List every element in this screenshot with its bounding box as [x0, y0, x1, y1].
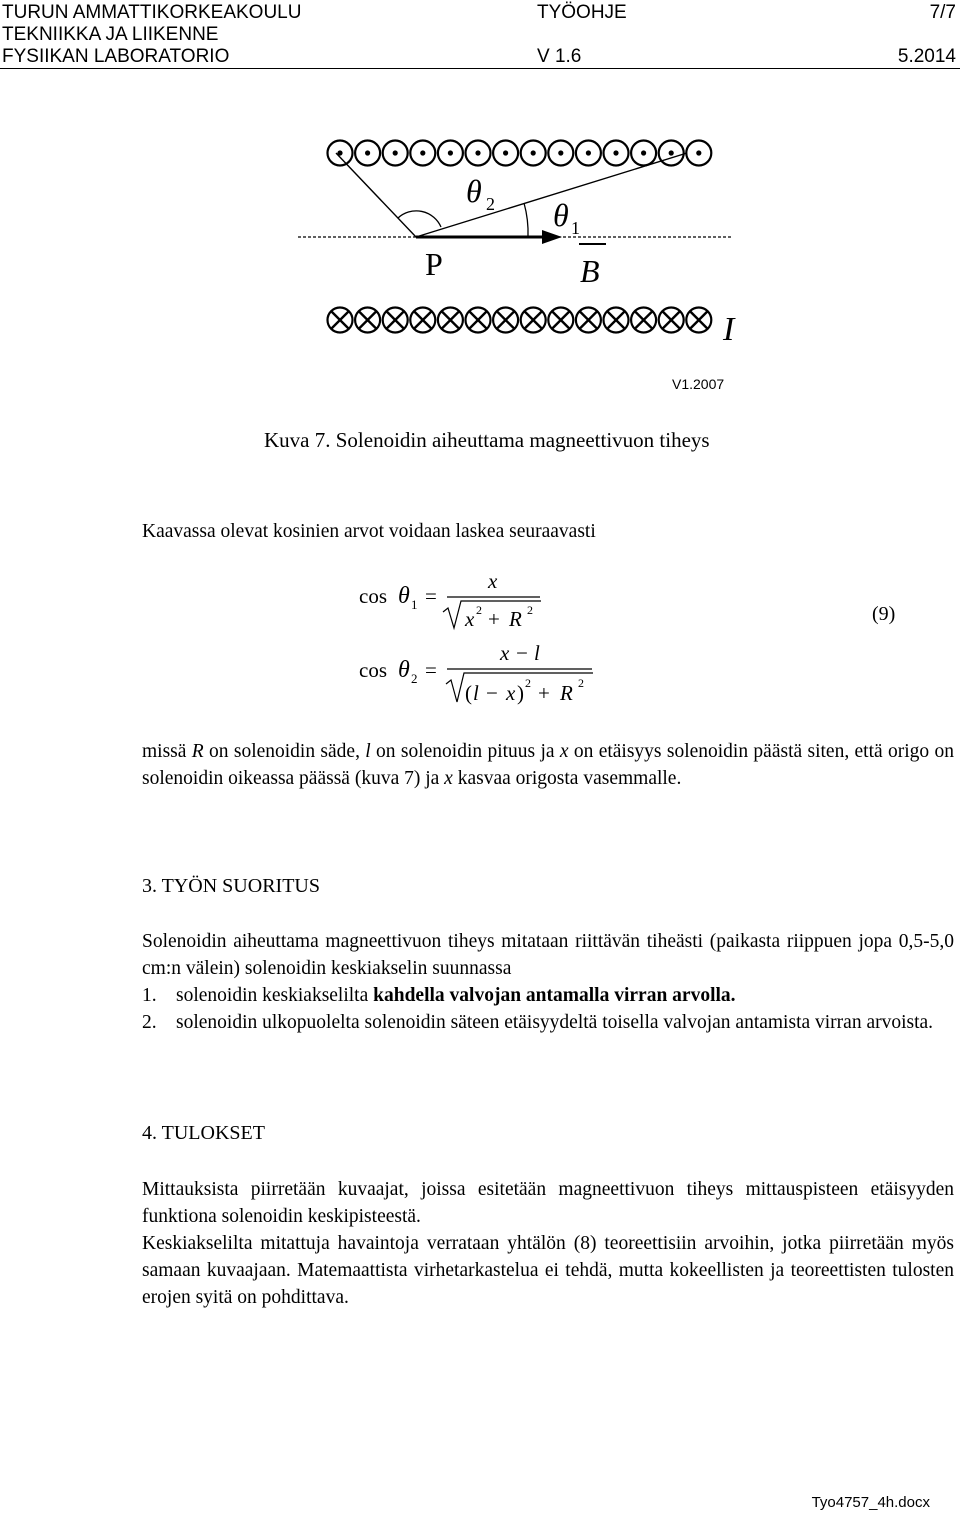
eq2-den-close: ) [517, 681, 524, 705]
results-paragraph-2: Keskiakselilta mitattuja havaintoja verrataan yhtälön (8) teoreettisiin arvoihin, jotka piirretään myös samaan kuvaajaan. Matemaattista virhetarkastelua ei tehdä, mutta kokeellisten ja teoreettisten tulosten erojen syitä on pohdittava. [142, 1233, 954, 1308]
procedure-item-text: solenoidin keskiakselilta [176, 985, 374, 1006]
procedure-item-number: 1. [142, 985, 157, 1006]
cosine-equations [355, 568, 915, 718]
eq2-den-minus: − [486, 681, 498, 705]
eq2-den-plus: + [538, 681, 550, 705]
procedure-item [142, 982, 954, 1009]
theta2-subscript: 2 [486, 194, 495, 214]
eq2-den-open: ( [465, 681, 472, 705]
line-p-to-left-end [336, 153, 416, 237]
theta1-arc [524, 203, 528, 237]
conductor-row-out-of-page [328, 141, 712, 166]
conductor-dot-icon [659, 141, 684, 166]
eq2-numerator: x − l [500, 641, 540, 665]
conductor-cross-icon [631, 308, 656, 333]
section-3-heading: 3. TYÖN SUORITUS [142, 875, 320, 897]
section-4-heading: 4. TULOKSET [142, 1122, 265, 1144]
b-field-label: B [580, 253, 600, 289]
results-paragraph-1: Mittauksista piirretään kuvaajat, joissa esitetään magneettivuon tiheys mittauspisteen etäisyyden funktiona solenoidin keskipisteestä. [142, 1179, 954, 1227]
eq2-den-paren-sq: 2 [525, 676, 531, 690]
def-var-R: R [191, 741, 204, 762]
eq1-den-R: R [509, 607, 522, 631]
header-page-number: 7/7 [929, 2, 956, 23]
equation-number: (9) [872, 603, 896, 625]
conductor-cross-icon [604, 308, 629, 333]
conductor-dot-icon [604, 141, 629, 166]
conductor-cross-icon [466, 308, 491, 333]
figure-caption: Kuva 7. Solenoidin aiheuttama magneettivuon tiheys [264, 428, 710, 452]
eq2-theta: θ [398, 657, 410, 683]
conductor-dot-icon [383, 141, 408, 166]
eq1-equals: = [425, 584, 437, 608]
conductor-dot-icon [493, 141, 518, 166]
eq2-den-R-sq: 2 [578, 676, 584, 690]
conductor-cross-icon [548, 308, 573, 333]
header-divider [0, 68, 960, 69]
eq2-den-l: l [473, 681, 479, 705]
header-school: TURUN AMMATTIKORKEAKOULU [2, 2, 302, 23]
conductor-cross-icon [659, 308, 684, 333]
conductor-cross-icon [493, 308, 518, 333]
current-label: I [723, 311, 735, 348]
conductor-dot-icon [438, 141, 463, 166]
eq2-cos: cos [359, 658, 387, 682]
conductor-dot-icon [410, 141, 435, 166]
def-var-x2: x [444, 768, 453, 789]
def-text-2: on solenoidin säde, [203, 741, 366, 762]
solenoid-diagram [280, 130, 750, 400]
conductor-dot-icon [576, 141, 601, 166]
header-laboratory: FYSIIKAN LABORATORIO [2, 46, 230, 67]
conductor-dot-icon [686, 141, 711, 166]
theta1-label: θ [553, 197, 569, 233]
eq1-den-x: x [465, 607, 475, 631]
eq2-den-R: R [560, 681, 573, 705]
procedure-item-number: 2. [142, 1012, 157, 1033]
eq2-den-x: x [506, 681, 516, 705]
header-version: V 1.6 [537, 46, 582, 67]
footer-filename: Tyo4757_4h.docx [811, 1494, 930, 1511]
point-p-label: P [425, 246, 443, 282]
procedure-item-text: solenoidin ulkopuolelta solenoidin säteen etäisyydeltä toisella valvojan antamista virran arvoista. [176, 1012, 934, 1033]
eq1-cos: cos [359, 584, 387, 608]
line-p-to-right-end [416, 153, 687, 237]
conductor-cross-icon [328, 308, 353, 333]
conductor-row-into-page [328, 308, 712, 333]
header-doc-type: TYÖOHJE [537, 2, 627, 23]
section-3-text: Solenoidin aiheuttama magneettivuon tiheys mitataan riittävän tiheästi (paikasta riippuen jopa 0,5-5,0 cm:n välein) solenoidin keskiakselin suunnassa [142, 931, 954, 979]
page-header [0, 2, 960, 68]
conductor-cross-icon [410, 308, 435, 333]
theta1-subscript: 1 [571, 218, 580, 238]
conductor-cross-icon [521, 308, 546, 333]
header-department: TEKNIIKKA JA LIIKENNE [2, 24, 219, 45]
eq1-den-R-sq: 2 [527, 603, 533, 617]
eq2-sub: 2 [411, 671, 418, 686]
eq1-theta: θ [398, 583, 410, 609]
conductor-dot-icon [521, 141, 546, 166]
def-var-l: l [365, 741, 371, 762]
variable-definitions [142, 738, 954, 792]
section-4-body [142, 1176, 954, 1311]
conductor-dot-icon [466, 141, 491, 166]
procedure-list [142, 982, 954, 1036]
conductor-dot-icon [328, 141, 353, 166]
figure-version-note: V1.2007 [672, 376, 725, 392]
conductor-dot-icon [355, 141, 380, 166]
eq1-den-x-sq: 2 [476, 603, 482, 617]
theta2-label: θ [466, 173, 482, 209]
def-text-5: kasvaa origosta vasemmalle. [452, 768, 682, 789]
conductor-cross-icon [383, 308, 408, 333]
conductor-dot-icon [631, 141, 656, 166]
eq1-numerator: x [488, 569, 498, 593]
procedure-item-emphasis: kahdella valvojan antamalla virran arvolla. [373, 985, 736, 1006]
def-var-x1: x [559, 741, 569, 762]
header-date: 5.2014 [897, 46, 956, 67]
procedure-item [142, 1009, 954, 1036]
eq1-den-plus: + [488, 607, 500, 631]
conductor-cross-icon [576, 308, 601, 333]
def-text-1: missä [142, 741, 192, 762]
section-3-body [142, 928, 954, 1036]
eq2-equals: = [425, 658, 437, 682]
conductor-cross-icon [438, 308, 463, 333]
def-text-4: on etäisyys solenoidin päästä siten, että origo on solenoidin oikeassa päässä (kuva 7) ja [142, 741, 954, 789]
conductor-dot-icon [548, 141, 573, 166]
equation-intro: Kaavassa olevat kosinien arvot voidaan laskea seuraavasti [142, 521, 596, 542]
eq1-sub: 1 [411, 597, 418, 612]
conductor-cross-icon [686, 308, 711, 333]
conductor-cross-icon [355, 308, 380, 333]
def-text-3: on solenoidin pituus ja [370, 741, 560, 762]
